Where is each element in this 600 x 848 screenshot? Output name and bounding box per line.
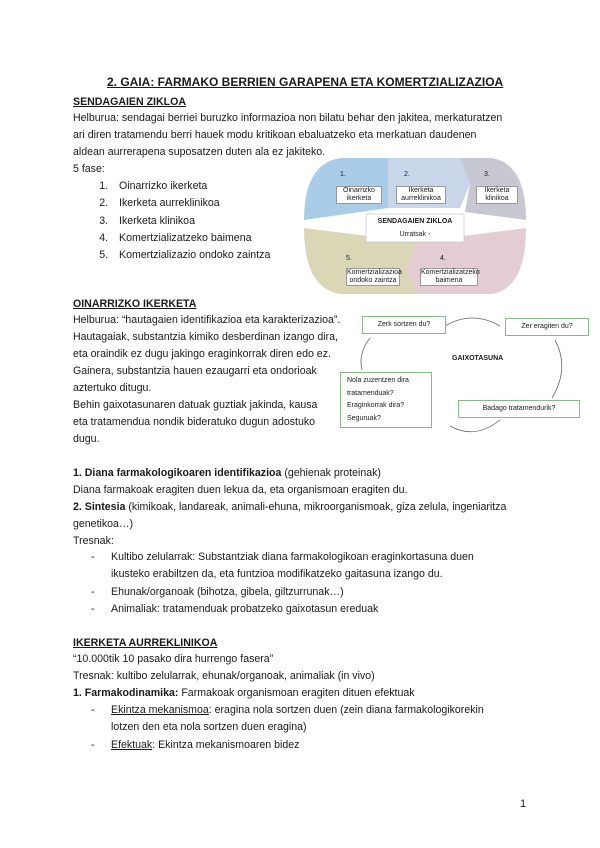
paragraph-line: ari diren tratamendu berri hauek modu kritikoan ebaluatzeko eta merkatuan daudenen	[73, 129, 477, 141]
cycle-step-number: 1.	[340, 171, 346, 178]
question-box: Zerk sortzen du?	[362, 316, 446, 334]
section-heading-cycle: SENDAGAIEN ZIKLOA	[73, 96, 187, 108]
disease-label: GAIXOTASUNA	[452, 355, 504, 362]
list-item-line	[111, 737, 484, 754]
question-line: tratamenduak?	[347, 389, 394, 397]
paragraph-line: “10.000tik 10 pasako dira hurrengo fasera”	[73, 653, 274, 665]
curved-arrow	[445, 318, 500, 326]
section-heading-basic-research: OINARRIZKO IKERKETA	[73, 298, 197, 310]
page-title: 2. GAIA: FARMAKO BERRIEN GARAPENA ETA KOMERTZIALIZAZIOA	[107, 75, 504, 89]
paragraph-line: eta tratamendua nondik bideratuko dugun adostuko	[73, 416, 316, 428]
paragraph-line: Behin gaixotasunaren datuak guztiak jakinda, kausa	[73, 399, 318, 411]
paragraph-line: Hautagaiak, substantzia kimiko desberdinan izango dira,	[73, 331, 338, 343]
list-item-line: ikusteko erabiltzen da, eta funtzioa modifikatzeko gaitasuna izango du.	[111, 568, 443, 581]
drug-cycle-diagram	[300, 154, 530, 298]
list-item: 1. Oinarrizko ikerketa	[111, 178, 270, 195]
paragraph-line: dugu.	[73, 433, 100, 445]
item-1-note: (gehienak proteinak)	[281, 467, 381, 479]
pharmacodynamics-title: 1. Farmakodinamika:	[73, 687, 179, 699]
item-2-heading	[73, 500, 506, 514]
term: Efektuak	[111, 738, 153, 751]
term: Ekintza mekanismoa	[111, 704, 209, 716]
paragraph-line: aztertuko ditugu.	[73, 382, 152, 394]
paragraph-line: aldean aurrerapena suposatzen duten ala ez jakiteko.	[73, 146, 326, 158]
page-number: 1	[520, 798, 527, 810]
cycle-center-title: SENDAGAIEN ZIKLOA	[377, 218, 453, 225]
cycle-step-number: 3.	[484, 171, 490, 178]
phases-label: 5 fase:	[73, 163, 105, 175]
paragraph-line: Helburua: sendagai berriei buruzko informazioa non bilatu behar den jakitea, merkaturatzen	[73, 112, 503, 124]
curved-arrow	[552, 340, 562, 398]
paragraph-line: genetikoa…)	[73, 518, 134, 530]
paragraph-line: Helburua: “hautagaien identifikazioa eta karakterizazioa”.	[73, 314, 341, 326]
list-item: 4. Komertzializatzeko baimena	[111, 230, 270, 247]
cycle-center-subtitle: Urratsak -	[399, 231, 431, 238]
paragraph-line: eta oraindik ez dugu jakingo eraginkorrak diren edo ez.	[73, 348, 331, 360]
tools-label: Tresnak:	[73, 535, 114, 547]
cycle-step-number: 2.	[404, 171, 410, 178]
item-2-note: (kimikoak, landareak, animali-ehuna, mikroorganismoak, giza zelula, ingeniaritza	[125, 501, 507, 513]
list-item-line: lotzen den eta nola sortzen duen eragina)	[111, 721, 307, 734]
list-item-line	[111, 702, 484, 719]
cycle-step-number: 5.	[346, 255, 352, 262]
cycle-step-label: Oinarrizko ikerketa	[336, 186, 382, 204]
question-box: Zer eragiten du?	[505, 318, 589, 336]
phases-list	[73, 178, 270, 264]
item-1-heading	[73, 466, 381, 480]
question-box	[340, 372, 432, 428]
question-box: Badago tratamendurik?	[458, 400, 580, 418]
item-2-title: 2. Sintesia	[73, 501, 126, 513]
list-item: 5. Komertzializazio ondoko zaintza	[111, 247, 270, 264]
cycle-step-label: Ikerketa aurreklinikoa	[396, 186, 446, 204]
pharmacodynamics-list	[91, 702, 484, 754]
question-line: Eraginkorrak dira?	[347, 402, 405, 409]
term-desc: : eragina nola sortzen duen (zein diana farmakologikorekin	[208, 704, 484, 716]
cycle-step-number: 4.	[440, 255, 446, 262]
question-line: Nola zuzentzen dira	[347, 377, 409, 384]
list-item: 2. Ikerketa aurreklinikoa	[111, 195, 270, 212]
list-item	[91, 549, 474, 584]
pharmacodynamics-heading	[73, 686, 415, 700]
cycle-step-label: Komertzializazioa ondoko zaintza	[347, 269, 402, 284]
list-item-line: - Kultibo zelularrak: Substantziak diana farmakologikoan eraginkortasuna duen	[111, 551, 474, 563]
list-item-line: - Animaliak: tratamenduak probatzeko gaixotasun ereduak	[111, 602, 379, 615]
tools-list	[91, 549, 474, 618]
pharmacodynamics-desc: Farmakoak organismoan eragiten dituen efektuak	[178, 687, 415, 699]
paragraph-line: Tresnak: kultibo zelularrak, ehunak/organoak, animaliak (in vivo)	[73, 670, 375, 682]
term-desc: : Ekintza mekanismoaren bidez	[152, 738, 300, 751]
question-line: Seguruak?	[347, 414, 381, 422]
curved-arrow	[361, 338, 370, 370]
list-item-line: - Ehunak/organoak (bihotza, gibela, giltzurrunak…)	[111, 585, 344, 598]
list-item	[91, 737, 484, 754]
cycle-step-label: Komertzializatzeko baimena	[421, 269, 480, 284]
list-item	[91, 601, 474, 618]
list-item: 3. Ikerketa klinikoa	[111, 213, 270, 230]
list-item	[91, 584, 474, 601]
curved-arrow	[450, 420, 500, 432]
section-heading-preclinical: IKERKETA AURREKLINIKOA	[73, 637, 218, 649]
cycle-step-label: Ikerketa klinikoa	[476, 186, 518, 204]
list-item	[91, 702, 484, 737]
paragraph-line: Diana farmakoak eragiten duen lekua da, eta organismoan eragiten du.	[73, 484, 408, 496]
item-1-title: 1. Diana farmakologikoaren identifikazioa	[73, 467, 282, 479]
paragraph-line: Gainera, substantzia hauen ezaugarri eta ondorioak	[73, 365, 317, 377]
